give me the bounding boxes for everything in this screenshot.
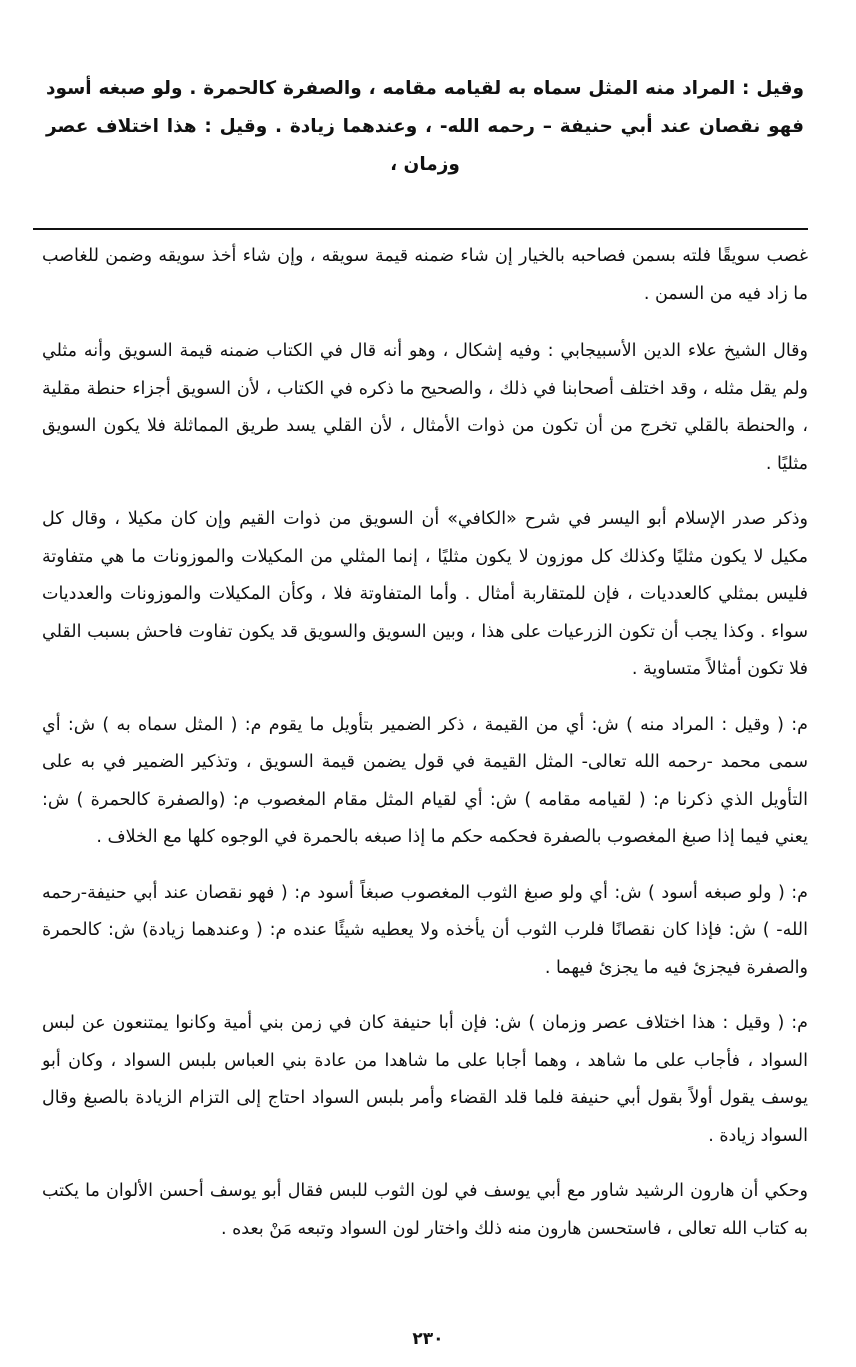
commentary-paragraph: م: ( ولو صبغه أسود ) ش: أي ولو صبغ الثوب المغصوب صبغاً أسود م: ( فهو نقصان عند أبي حنيفة-رحمه الله- ) ش: فإذا كان نقصانًا فلرب الثوب أن يأخذه ولا يعطيه شيئًا عنده م: ( وعندهما زيادة) ش: كالحمرة والصفرة فيجزئ فيه ما يجزئ فيهما . xyxy=(42,882,808,978)
commentary-paragraph: م: ( وقيل : هذا اختلاف عصر وزمان ) ش: فإن أبا حنيفة كان في زمن بني أمية وكانوا يمتنعون عن لبس السواد ، فأجاب على ما شاهد ، وهما أجابا على ما شاهدا من عادة بني العباس بلبس السواد ، وكان أبو يوسف يقول أولاً بقول أبي حنيفة فلما قلد القضاء وأمر بلبس السواد احتاج إلى التزام الزيادة بالصبغ وقال السواد زيادة . xyxy=(42,1013,808,1146)
footnote-divider xyxy=(33,228,808,230)
commentary-paragraph: وقال الشيخ علاء الدين الأسبيجابي : وفيه إشكال ، وهو أنه قال في الكتاب ضمنه قيمة السويق وأنه مثلي ولم يقل مثله ، وقد اختلف أصحابنا في ذلك ، والصحيح ما ذكره في الكتاب ، لأن السويق أجزاء حنطة مقلية ، والحنطة بالقلي تخرج من أن تكون من ذوات الأمثال ، لأن القلي يسد طريق المماثلة فلا يكون السويق مثليًا . xyxy=(42,341,808,474)
commentary-paragraph: غصب سويقًا فلته بسمن فصاحبه بالخيار إن شاء ضمنه قيمة سويقه ، وإن شاء أخذ سويقه وضمن للغاصب ما زاد فيه من السمن . xyxy=(42,246,808,304)
page-number: ٢٣٠ xyxy=(412,1329,444,1349)
main-text: وقيل : المراد منه المثل سماه به لقيامه مقامه ، والصفرة كالحمرة . ولو صبغه أسود فهو نقصان عند أبي حنيفة – رحمه الله- ، وعندهما زيادة . وقيل : هذا اختلاف عصر وزمان ، xyxy=(46,78,804,175)
commentary-paragraph: وحكي أن هارون الرشيد شاور مع أبي يوسف في لون الثوب للبس فقال أبو يوسف أحسن الألوان ما يكتب به كتاب الله تعالى ، فاستحسن هارون منه ذلك واختار لون السواد وتبعه مَنْ بعده . xyxy=(42,1181,808,1239)
commentary-section xyxy=(42,238,808,1248)
commentary-paragraph: وذكر صدر الإسلام أبو اليسر في شرح «الكافي» أن السويق من ذوات القيم وإن كان مكيلا ، وقال كل مكيل لا يكون مثليًا وكذلك كل موزون لا يكون مثليًا ، إنما المثلي من المكيلات والموزونات ما هي متفاوتة فليس بمثلي كالعدديات ، فإن للمتقاربة أمثال . وأما المتفاوتة فلا ، وكأن المكيلات والموزونات والعدديات سواء . وكذا يجب أن تكون الزرعيات على هذا ، وبين السويق والسويق قد يكون تفاوت فاحش بسبب القلي فلا تكون أمثالاً متساوية . xyxy=(42,509,808,679)
commentary-paragraph: م: ( وقيل : المراد منه ) ش: أي من القيمة ، ذكر الضمير بتأويل ما يقوم م: ( المثل سماه به ) ش: أي سمى محمد -رحمه الله تعالى- المثل القيمة في قول يضمن قيمة السويق ، وتذكير الضمير في به على التأويل الذي ذكرنا م: ( لقيامه مقامه ) ش: أي لقيام المثل مقام المغصوب م: (والصفرة كالحمرة ) ش: يعني فيما إذا صبغ المغصوب بالصفرة فحكمه حكم ما إذا صبغه بالحمرة في الوجوه كلها مع الخلاف . xyxy=(42,714,808,847)
